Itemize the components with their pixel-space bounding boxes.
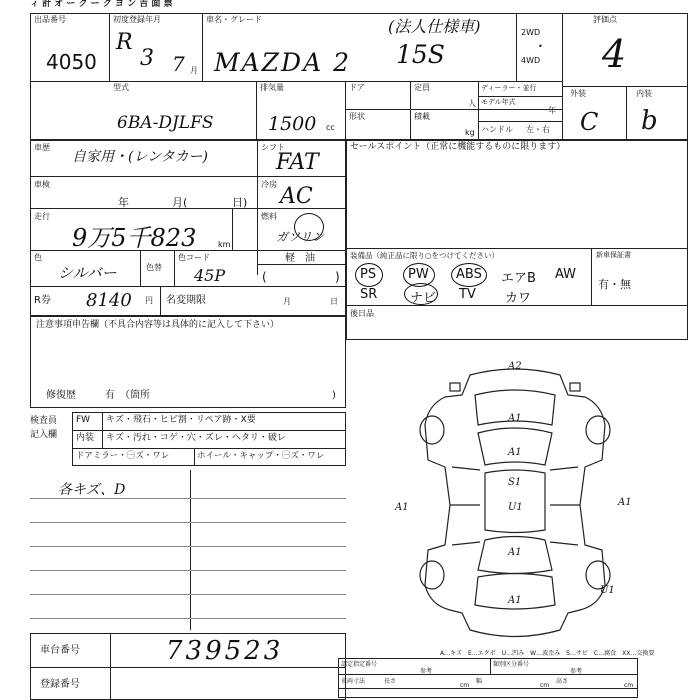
handle-label: ハンドル (481, 125, 513, 134)
inspector-label-2: 記入欄 (30, 430, 58, 440)
dim-width-unit: cm (540, 682, 550, 689)
warranty-value: 有・無 (598, 278, 631, 291)
equip-navi: ナビ (410, 291, 437, 306)
class-value: 参考 (570, 668, 583, 675)
mark-rear-right: U1 (600, 585, 615, 596)
fuel-value: ガソリン (276, 230, 325, 244)
equip-tv: TV (459, 287, 476, 302)
mark-roof-front: A1 (508, 447, 522, 458)
check-fw-detail: キズ・飛石・ヒビ割・リペア跡・X要 (106, 415, 256, 425)
repair-value: 有 （箇所 (105, 390, 150, 401)
notes-label: 注意事項申告欄（不具合内容等は具体的に記入して下さい） (36, 320, 280, 330)
chassis-label: 車台番号 (40, 645, 80, 656)
ac-label: 冷房 (261, 180, 277, 189)
dim-length-unit: cm (460, 682, 470, 689)
inspection-label: 車検 (34, 180, 50, 189)
inspection-day: 日) (232, 196, 248, 209)
mark-right: A1 (618, 497, 632, 508)
repair-close: ) (332, 390, 336, 401)
first-reg-year: 3 (140, 46, 154, 71)
inspection-year: 年 (118, 196, 129, 209)
equip-aw: AW (555, 267, 577, 282)
lot-label: 出品番号 (34, 15, 66, 24)
car-grade: 15S (396, 40, 445, 69)
check-interior-detail: キズ・汚れ・コゲ・穴・ズレ・ヘタリ・破レ (106, 433, 286, 443)
bottom-right-table (338, 658, 638, 698)
mark-roof-u: U1 (508, 502, 523, 513)
mark-hood: A1 (508, 413, 522, 424)
damage-diagram (380, 355, 650, 645)
load-label: 積載 (414, 112, 430, 121)
mark-front: A2 (508, 361, 522, 372)
model-label: 型式 (113, 83, 129, 92)
recycle-value: 8140 (86, 290, 132, 311)
fuel-circle (294, 213, 324, 241)
name-label: 車名・グレード (206, 15, 262, 24)
model-value: 6BA-DJLFS (117, 113, 214, 133)
circle-ps (355, 263, 383, 287)
model-year-label: モデル年式 (481, 98, 516, 106)
car-name: MAZDA 2 (214, 48, 351, 77)
first-reg-month: 7 (172, 52, 185, 76)
disp-value: 1500 (268, 113, 317, 135)
shift-value: FAT (276, 150, 319, 175)
handle-value: 左・右 (526, 125, 550, 134)
dim-length: 長さ (384, 678, 397, 685)
name-note: (法人仕様車) (388, 17, 481, 36)
mileage-value: 9万5千823 (72, 224, 197, 252)
warranty-label: 新車保証書 (596, 251, 631, 259)
capacity-label: 定員 (414, 83, 430, 92)
int-grade: b (641, 106, 658, 136)
disp-unit: cc (326, 123, 335, 132)
equip-ps: PS (360, 267, 377, 282)
capacity-unit: 人 (468, 99, 476, 108)
ext-grade: C (580, 108, 599, 136)
dim-height-unit: cm (624, 682, 634, 689)
mileage-label: 走行 (34, 212, 50, 221)
drive-4wd: 4WD (521, 56, 541, 65)
score-label: 評価点 (593, 15, 617, 24)
drive-2wd: 2WD (521, 28, 541, 37)
door-label: ドア (349, 83, 365, 92)
header-fragment: ィ 計 オ ー ク ー ク ヨ ン 吉 面 票 (30, 0, 173, 9)
fuel-label: 燃料 (261, 212, 277, 221)
dim-height: 高さ (556, 678, 569, 685)
chassis-number: 739523 (166, 636, 284, 666)
first-reg-label: 初度登録年月 (113, 15, 161, 24)
check-mirror: ドアミラー・㊀ズ・ワレ (76, 451, 170, 461)
lot-number: 4050 (46, 50, 97, 74)
extras-label: 後日品 (350, 309, 374, 318)
check-wheel: ホイール・キャップ・㊀ズ・ワレ (197, 451, 325, 461)
equip-leather: カワ (505, 291, 532, 306)
shape-label: 形状 (349, 112, 365, 121)
right-grid (346, 140, 688, 340)
mark-roof-s: S1 (508, 477, 522, 488)
color-label: 色 (34, 253, 42, 262)
mark-left: A1 (395, 502, 409, 513)
recycle-unit: 円 (145, 296, 153, 305)
score-value: 4 (602, 32, 627, 76)
usage-label: 車歴 (34, 143, 50, 152)
recycle-label: R券 (34, 295, 51, 306)
deadline-month: 月 (283, 297, 291, 306)
check-fw: FW (76, 415, 91, 425)
ext-label: 外装 (570, 89, 586, 98)
handwritten-note: 各キズ、D (58, 482, 126, 498)
ac-value: AC (280, 184, 313, 209)
shift-label: シフト (261, 143, 285, 152)
repair-label: 修復歴 (46, 390, 76, 401)
deadline-label: 名変期限 (166, 295, 206, 306)
inspection-month: 月( (172, 196, 188, 209)
color-code: 45P (194, 266, 226, 285)
cert-value: 参考 (420, 668, 433, 675)
circle-abs (451, 263, 487, 287)
color-value: シルバー (58, 264, 117, 282)
damage-legend: A…キズ E…エクボ U…凹み W…波歪み S…サビ C…腐食 XX…交換要 (440, 650, 655, 657)
mileage-unit: km (218, 240, 231, 249)
int-label: 内装 (636, 89, 652, 98)
equip-abs: ABS (456, 267, 482, 282)
deadline-day: 日 (330, 297, 338, 306)
disp-label: 排気量 (260, 83, 284, 92)
first-reg-month-unit: 月 (190, 66, 198, 75)
fuel-alt: 軽 油 (285, 253, 315, 264)
sales-label: セールスポイント（正常に機能するものに限ります） (350, 142, 566, 152)
first-reg-era: R (116, 30, 133, 55)
class-label: 類別区分番号 (493, 661, 530, 668)
color-code-label: 色コード (178, 253, 210, 262)
color-change-label: 色替 (146, 263, 162, 272)
check-interior: 内装 (76, 433, 95, 443)
circle-navi (404, 283, 438, 305)
equip-sr: SR (360, 287, 378, 302)
dim-width: 幅 (476, 678, 483, 685)
mark-rear-window: A1 (508, 547, 522, 558)
equip-airbag: エアB (501, 271, 536, 286)
cert-label: 認定指定番号 (341, 661, 378, 668)
usage-value: 自家用・(レンタカー) (72, 149, 209, 165)
model-year-unit: 年 (548, 106, 556, 115)
dealer-label: ディーラー・並行 (481, 84, 537, 92)
load-unit: kg (465, 128, 475, 137)
plate-label: 登録番号 (40, 679, 80, 690)
dim-label: 車両寸法 (341, 678, 366, 685)
equip-pw: PW (408, 267, 429, 282)
mark-trunk: A1 (508, 595, 522, 606)
inspector-label-1: 検査員 (30, 416, 58, 426)
equip-label: 装備品（純正品に限り○をつけてください） (350, 251, 500, 260)
